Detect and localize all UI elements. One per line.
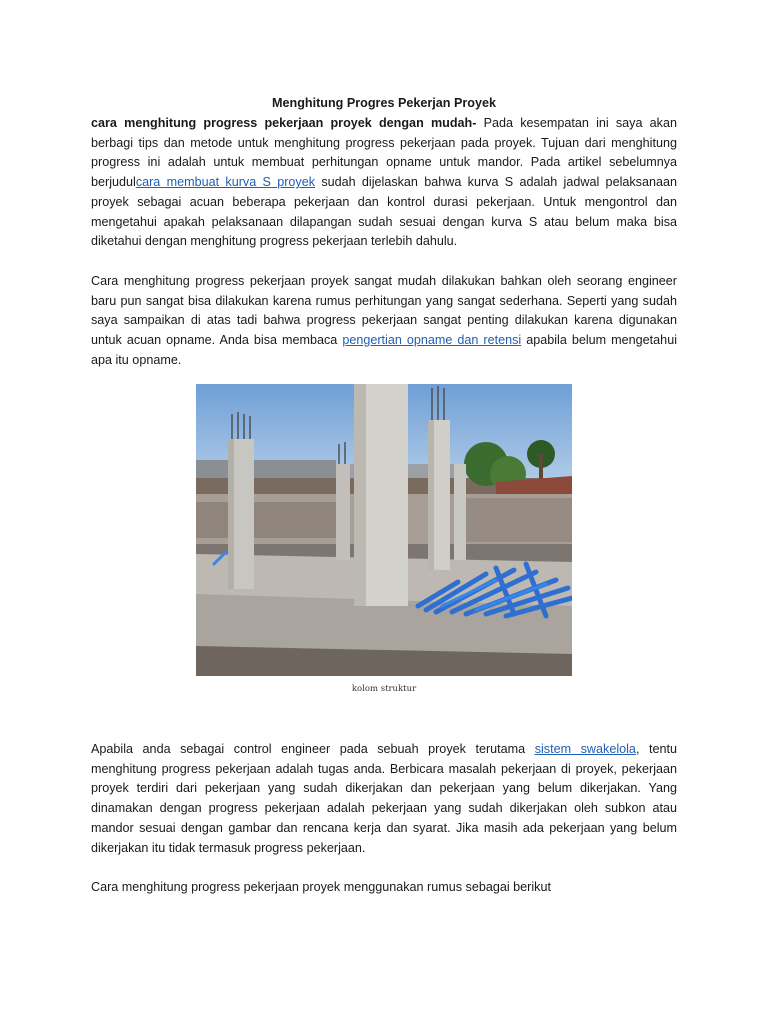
intro-text-2: sudah dijelaskan bahwa kurva S adalah jadwal pelaksanaan proyek sebagai acuan beberapa pekerjaan dan kontrol durasi pekerjaan. Untuk mengontrol dan mengetahui apakah pelaksanaan dilapangan sudah sesuai dengan kurva S atau belum maka bisa diketahui dengan menghitung progress pekerjaan terlebih dahulu.	[91, 175, 677, 249]
paragraph-4: Cara menghitung progress pekerjaan proyek menggunakan rumus sebagai berikut	[91, 880, 551, 894]
p2-text-2: apabila belum mengetahui apa itu opname.	[91, 333, 677, 367]
p3-text-1: Apabila anda sebagai control engineer pada sebuah proyek terutama	[91, 742, 535, 756]
construction-photo	[196, 384, 572, 676]
p3-text-2: , tentu menghitung progress pekerjaan adalah tugas anda. Berbicara masalah pekerjaan di proyek, pekerjaan proyek terdiri dari pekerjaan yang sudah dikerjakan dan pekerjaan yang belum dikerjakan. Yang dinamakan dengan progress pekerjaan adalah pekerjaan yang sudah dikerjakan oleh subkon atau mandor sesuai dengan gambar dan rencana kerja dan syarat. Jika masih ada pekerjaan yang belum dikerjakan itu tidak termasuk progress pekerjaan.	[91, 742, 677, 855]
paragraph-3	[91, 740, 677, 858]
p2-text-1: Cara menghitung progress pekerjaan proyek sangat mudah dilakukan bahkan oleh seorang engineer baru pun sangat bisa dilakukan karena rumus perhitungan yang sangat sederhana. Seperti yang sudah saya sampaikan di atas tadi bahwa progress pekerjaan sangat penting dilakukan karena digunakan untuk acuan opname. Anda bisa membaca	[91, 274, 677, 348]
link-kurva-s[interactable]: cara membuat kurva S proyek	[135, 175, 316, 190]
intro-text-1: Pada kesempatan ini saya akan berbagi tips dan metode untuk menghitung progress pekerjaan pada proyek. Tujuan dari menghitung progress ini adalah untuk membuat perhitungan opname untuk mandor. Pada artikel sebelumnya berjudul	[91, 116, 677, 190]
paragraph-2	[91, 272, 677, 371]
photo-caption: kolom struktur	[351, 684, 417, 694]
link-sistem-swakelola[interactable]: sistem swakelola	[534, 742, 636, 756]
document-title: Menghitung Progres Pekerjan Proyek	[272, 96, 496, 110]
paragraph-intro	[91, 114, 677, 252]
link-opname-retensi[interactable]: pengertian opname dan retensi	[342, 333, 522, 348]
intro-lead: cara menghitung progress pekerjaan proyek dengan mudah-	[91, 116, 477, 130]
